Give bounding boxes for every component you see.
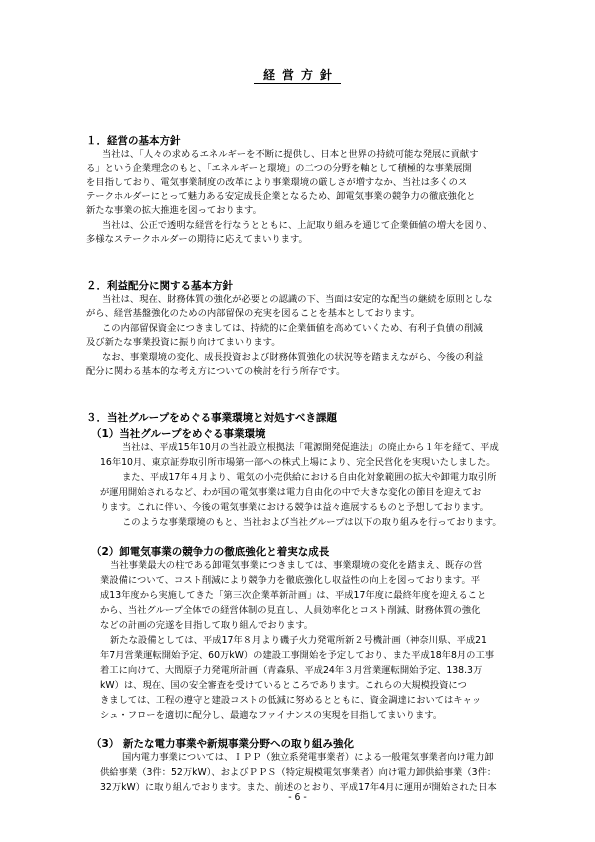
text-line: 当社は、「人々の求めるエネルギーを不断に提供し、日本と世界の持続可能な発展に貢献す [102,149,479,160]
text-line: がら、経営基盤強化のための内部留保の充実を図ることを基本としております。 [86,308,420,319]
text-line: 業設備について、コスト削減により競争力を徹底強化し収益性の向上を図っております。平 [100,575,481,586]
text-line: 当社事業最大の柱である卸電気事業につきましては、事業環境の変化を踏まえ、既存の営 [110,560,483,571]
page-number: - 6 - [288,792,307,803]
page-title: 経営方針 [0,66,595,83]
text-line: きましては、工程の遵守と建設コストの低減に努めるとともに、資金調達においてはキャッ [100,695,482,706]
text-line: 32万kW）に取り組んでおります。また、前述のとおり、平成17年4月に運用が開始された日本 [100,782,497,793]
text-line: を目指しており、電気事業制度の改革により事業環境の厳しさが増すなか、当社は多くのス [86,177,468,188]
text-line: 当社は、現在、財務体質の強化が必要との認識の下、当面は安定的な配当の継続を原則としな [102,294,493,305]
section-heading: ３．当社グループをめぐる事業環境と対処すべき課題 [86,412,337,424]
text-line: この内部留保資金につきましては、持続的に企業価値を高めていくため、有利子負債の削減 [102,323,483,334]
text-line: 年7月営業運転開始予定、60万kW）の建設工事開始を予定しており、また平成18年8月の工事 [100,650,495,661]
text-line: が運用開始されるなど、わが国の電気事業は電力自由化の中で大きな変化の節目を迎えてお [100,487,482,498]
text-line: ります。これに伴い、今後の電気事業における競争は益々進展するものと予想しております。 [100,502,489,513]
text-line: このような事業環境のもと、当社および当社グループは以下の取り組みを行っております。 [122,517,502,528]
text-line: なお、事業環境の変化、成長投資および財務体質強化の状況等を踏まえながら、今後の利益 [102,352,484,363]
text-line: る」という企業理念のもと、「エネルギーと環境」の二つの分野を軸として積極的な事業展開 [86,163,472,174]
text-line: から、当社グループ全体での経営体制の見直し、人員効率化とコスト削減、財務体質の強化 [100,605,481,616]
text-line: 当社は、公正で透明な経営を行なうとともに、上記取り組みを通じて企業価値の増大を図り、 [102,220,493,231]
subsection-heading: （3） 新たな電力事業や新規事業分野への取り組み強化 [91,738,354,750]
text-line: 16年10月、東京証券取引所市場第一部への株式上場により、完全民営化を実現いたしました。 [100,457,496,468]
text-line: 着工に向けて、大間原子力発電所計画（青森県、平成24年３月営業運転開始予定、138.3万 [100,665,483,676]
text-line: 新たな事業の拡大推進を図っております。 [86,205,262,216]
subsection-heading: （2）卸電気事業の競争力の徹底強化と着実な成長 [91,546,330,558]
text-line: kW）は、現在、国の安全審査を受けているところであります。これらの大規模投資につ [100,680,467,691]
text-line: 国内電力事業については、ＩＰＰ（独立系発電事業者）による一般電気事業者向け電力卸 [122,752,494,763]
text-line: 新たな設備としては、平成17年８月より磯子火力発電所新２号機計画（神奈川県、平成21 [110,635,487,646]
subsection-heading: （1）当社グループをめぐる事業環境 [91,428,266,440]
text-line: 多様なステークホルダーの期待に応えてまいります。 [86,234,308,245]
section-heading: ２．利益配分に関する基本方針 [86,280,233,292]
text-line: また、平成17年４月より、電気の小売供給における自由化対象範囲の拡大や卸電力取引所 [122,472,497,483]
section-heading: １．経営の基本方針 [86,135,181,147]
text-line: 配分に関わる基本的な考え方についての検討を行う所存です。 [86,366,346,377]
text-line: 成13年度から実施してきた「第三次企業革新計画」は、平成17年度に最終年度を迎えること [100,590,487,601]
text-line: 及び新たな事業投資に振り向けてまいります。 [86,337,281,348]
text-line: シュ・フローを適切に配分し、最適なファイナンスの実現を目指してまいります。 [100,710,443,721]
text-line: 当社は、平成15年10月の当社設立根拠法「電源開発促進法」の廃止から１年を経て、平成 [122,442,499,453]
text-line: テークホルダーにとって魅力ある安定成長企業となるため、卸電気事業の競争力の徹底強化と [86,191,476,202]
text-line: などの計画の完遂を目指して取り組んでおります。 [100,620,314,631]
text-line: 供給事業（3件：52万kW）、およびＰＰＳ（特定規模電気事業者）向け電力卸供給事業（3件： [100,767,497,778]
